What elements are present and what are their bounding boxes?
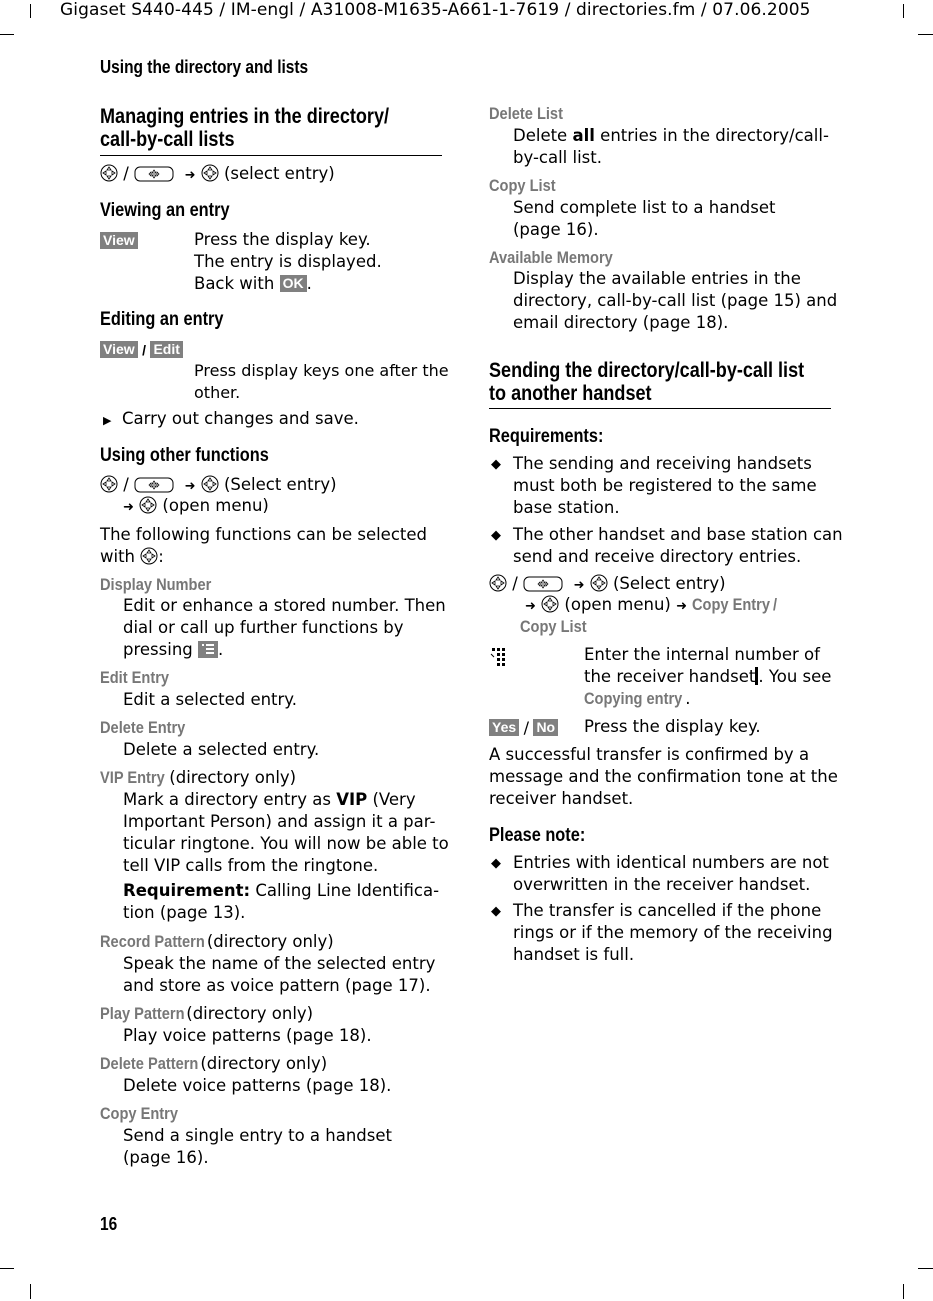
control-key-icon <box>201 164 219 182</box>
viewing-description: Press the display key. The entry is displayed. Back with OK . <box>194 230 382 293</box>
arrow-icon: ➜ <box>573 578 585 593</box>
edit-entry-description: Edit a selected entry. <box>123 690 297 709</box>
display-key-ok[interactable]: OK <box>280 275 307 292</box>
menu-item-copy-list: Copy List <box>489 176 556 195</box>
requirement-item: The other handset and base station can send and receive directory entries. <box>513 525 843 566</box>
control-key-icon <box>489 574 507 592</box>
arrow-icon: ➜ <box>525 599 536 614</box>
display-key-edit[interactable]: Edit <box>150 341 182 358</box>
menu-item-delete-list: Delete List <box>489 104 563 123</box>
crop-mark <box>0 34 14 35</box>
success-text: A successful transfer is confirmed by a message and the confirmation tone at the receiver handset. <box>489 745 838 808</box>
vip-requirement: Requirement: Calling Line Identifica- tion (page 13). <box>123 881 440 922</box>
copy-entry-description: Send a single entry to a handset (page 16). <box>123 1126 393 1167</box>
menu-item-vip-entry: VIP Entry (directory only) <box>100 768 297 787</box>
nav-instruction: ➜ (open menu) <box>123 496 269 515</box>
arrow-icon: ➜ <box>184 168 196 183</box>
note-item: The transfer is cancelled if the phone rings or if the memory of the receiving handset is full. <box>513 901 833 964</box>
display-key-view[interactable]: View <box>100 231 138 250</box>
menu-item-copy-list: Copy List <box>520 617 587 636</box>
subheading-other-functions: Using other functions <box>100 445 269 466</box>
crop-mark <box>903 1284 904 1299</box>
crop-mark <box>30 1284 31 1299</box>
document-meta: Gigaset S440-445 / IM-engl / A31008-M1635-A661-1-7619 / directories.fm / 07.06.2005 <box>60 0 811 20</box>
menu-key-icon <box>523 576 563 592</box>
delete-list-description: Delete all entries in the directory/call- by-call list. <box>513 126 829 167</box>
bullet-diamond-icon: ◆ <box>491 856 501 871</box>
menu-item-copy-entry: Copy Entry <box>100 1104 178 1123</box>
menu-item-delete-pattern: Delete Pattern (directory only) <box>100 1054 328 1073</box>
nav-instruction: / ➜ (Select entry) <box>100 474 337 498</box>
display-key-yes[interactable]: Yes <box>489 719 519 736</box>
crop-mark <box>918 1268 933 1269</box>
triangle-step-icon: ▶ <box>103 414 112 427</box>
arrow-icon: ➜ <box>123 500 134 515</box>
control-key-icon <box>100 475 118 493</box>
display-key-no[interactable]: No <box>533 719 558 736</box>
note-item: Entries with identical numbers are not overwritten in the receiver handset. <box>513 853 829 894</box>
running-title: Using the directory and lists <box>100 57 309 77</box>
enter-internal-number: Enter the internal number of the receiver handset . You see Copying entry . <box>584 645 832 708</box>
nav-instruction: / ➜ (Select entry) <box>489 573 726 597</box>
delete-entry-description: Delete a selected entry. <box>123 740 320 759</box>
press-display-key: Press the display key. <box>584 717 761 736</box>
available-memory-description: Display the available entries in the directory, call-by-call list (page 15) and email directory (page 18). <box>513 269 838 332</box>
requirement-item: The sending and receiving handsets must both be registered to the same base station. <box>513 454 817 517</box>
display-key-view[interactable]: View <box>100 341 138 358</box>
control-key-icon <box>139 496 157 514</box>
control-key-icon <box>590 574 608 592</box>
menu-item-available-memory: Available Memory <box>489 248 613 267</box>
menu-item-delete-entry: Delete Entry <box>100 718 186 737</box>
arrow-icon: ➜ <box>676 599 687 614</box>
nav-instruction: / ➜ (select entry) <box>100 163 335 187</box>
heading-rule <box>489 408 831 409</box>
subheading-editing: Editing an entry <box>100 309 224 330</box>
display-number-description: Edit or enhance a stored number. Then dial or call up further functions by pressing . <box>123 596 446 659</box>
page-number: 16 <box>100 1214 118 1234</box>
arrow-icon: ➜ <box>184 479 196 494</box>
editing-step: ▶ Carry out changes and save. <box>103 409 359 428</box>
crop-mark <box>0 1268 14 1269</box>
menu-item-edit-entry: Edit Entry <box>100 668 170 687</box>
bullet-diamond-icon: ◆ <box>491 528 501 543</box>
nav-instruction: ➜ (open menu) ➜ Copy Entry / <box>525 595 778 614</box>
subheading-viewing: Viewing an entry <box>100 200 230 221</box>
editing-description: Press display keys one after the other. <box>194 361 449 402</box>
bullet-diamond-icon: ◆ <box>491 457 501 472</box>
play-pattern-description: Play voice patterns (page 18). <box>123 1026 372 1045</box>
control-key-icon <box>140 547 158 565</box>
edit-keys: View / Edit <box>100 341 183 359</box>
record-pattern-description: Speak the name of the selected entry and store as voice pattern (page 17). <box>123 954 436 995</box>
keypad-icon <box>490 648 512 668</box>
crop-mark <box>903 4 904 18</box>
bullet-diamond-icon: ◆ <box>491 904 501 919</box>
functions-intro: The following functions can be selected with : <box>100 525 428 566</box>
crop-mark <box>30 4 31 18</box>
copy-list-description: Send complete list to a handset (page 16). <box>513 198 776 239</box>
crop-mark <box>918 34 933 35</box>
yes-no-keys: Yes / No <box>489 718 558 737</box>
delete-pattern-description: Delete voice patterns (page 18). <box>123 1076 392 1095</box>
menu-item-record-pattern: Record Pattern (directory only) <box>100 932 334 951</box>
requirements-title: Requirements: <box>489 426 604 447</box>
menu-key-icon <box>134 477 174 493</box>
menu-item-play-pattern: Play Pattern (directory only) <box>100 1004 314 1023</box>
note-title: Please note: <box>489 825 586 846</box>
control-key-icon <box>100 164 118 182</box>
vip-entry-description: Mark a directory entry as VIP (Very Important Person) and assign it a par- ticular ringtone. You will now be able to tell VIP calls from the ringtone. <box>123 790 449 875</box>
menu-key-icon <box>134 166 174 182</box>
menu-list-icon <box>198 641 218 658</box>
control-key-icon <box>541 595 559 613</box>
menu-item-display-number: Display Number <box>100 575 212 594</box>
section-heading: Managing entries in the directory/ call-by-call lists <box>100 105 390 151</box>
control-key-icon <box>201 475 219 493</box>
section-heading: Sending the directory/call-by-call list to another handset <box>489 359 805 405</box>
heading-rule <box>100 155 442 156</box>
